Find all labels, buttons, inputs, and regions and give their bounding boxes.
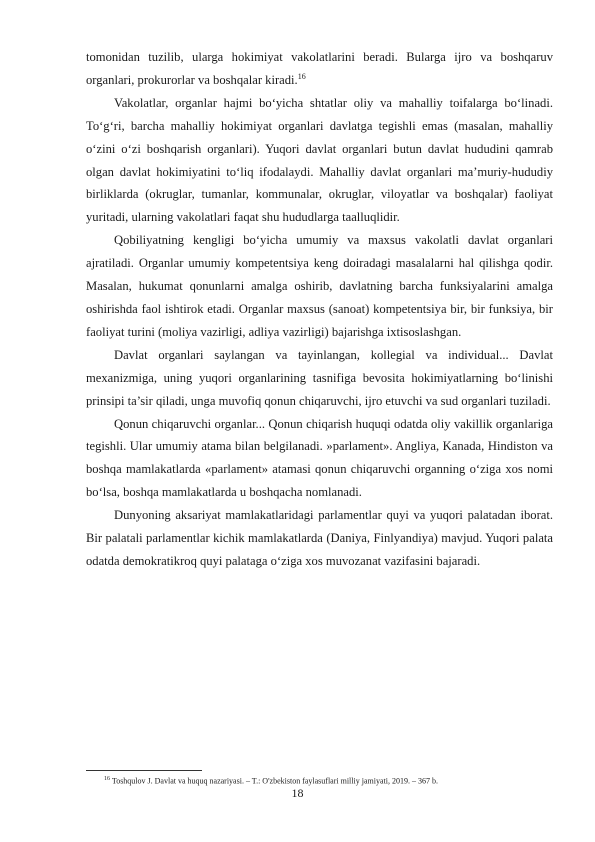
page-body xyxy=(86,46,553,573)
footnote-text: Toshqulov J. Davlat va huquq nazariyasi. – T.: O'zbekiston faylasuflari milliy jamiyati, 2019. – 367 b. xyxy=(111,776,438,786)
footnote-divider xyxy=(86,770,202,771)
paragraph-6: Dunyoning aksariyat mamlakatlaridagi parlamentlar quyi va yuqori palatadan iborat. Bir palatali parlamentlar kichik mamlakatlarda (Daniya, Finlyandiya) mavjud. Yuqori palata odatda demokratikroq quyi palataga o‘ziga xos muvozanat vazifasini bajaradi. xyxy=(86,508,553,568)
page-number: 18 xyxy=(291,786,304,800)
paragraph-1-text: tomonidan tuzilib, ularga hokimiyat vakolatlarini beradi. Bularga ijro va boshqaruv organlari, prokurorlar va boshqalar kiradi. xyxy=(86,50,553,87)
paragraph-2: Vakolatlar, organlar hajmi bo‘yicha shtatlar oliy va mahalliy toifalarga bo‘linadi. To‘g‘ri, barcha mahalliy hokimiyat organlari davlatga tegishli emas (masalan, mahalliy o‘zini o‘zi boshqarish organlari). Yuqori davlat organlari butun davlat hududini qamrab olgan davlat hokimiyatini to‘liq ifodalaydi. Mahalliy davlat organlari maʼmuriy-hududiy birliklarda (okruglar, tumanlar, kommunalar, okruglar, viloyatlar va boshqalar) faoliyat yuritadi, ularning vakolatlari faqat shu hududlarga taalluqlidir. xyxy=(86,95,553,225)
footnote-reference[interactable]: 16 xyxy=(297,71,306,81)
paragraph-1 xyxy=(86,46,553,92)
footnote-marker: 16 xyxy=(104,776,110,782)
footnote xyxy=(104,774,564,787)
paragraph-3: Qobiliyatning kengligi bo‘yicha umumiy va maxsus vakolatli davlat organlari ajratiladi. Organlar umumiy kompetentsiya keng doiradagi masalalarni hal qilishga qodir. Masalan, hukumat qonunlarni amalga oshirib, davlatning barcha funksiyalarini amalga oshirishda faol ishtirok etadi. Organlar maxsus (sanoat) kompetentsiya bir, bir funksiya, bir faoliyat turini (moliya vazirligi, adliya vazirligi) bajarishga ixtisoslashgan. xyxy=(86,233,553,339)
paragraph-4: Davlat organlari saylangan va tayinlangan, kollegial va individual... Davlat mexanizmiga, uning yuqori organlarining tasnifiga bevosita hokimiyatlarning bo‘linishi prinsipi ta’sir qiladi, unga muvofiq qonun chiqaruvchi, ijro etuvchi va sud organlari tuziladi. xyxy=(86,347,553,408)
paragraph-5: Qonun chiqaruvchi organlar... Qonun chiqarish huquqi odatda oliy vakillik organlariga tegishli. Ular umumiy atama bilan belgilanadi. »parlament». Angliya, Kanada, Hindiston va boshqa mamlakatlarda «parlament» atamasi qonun chiqaruvchi organning o‘ziga xos nomi bo‘lsa, boshqa mamlakatlarda u boshqacha nomlanadi. xyxy=(86,416,553,500)
